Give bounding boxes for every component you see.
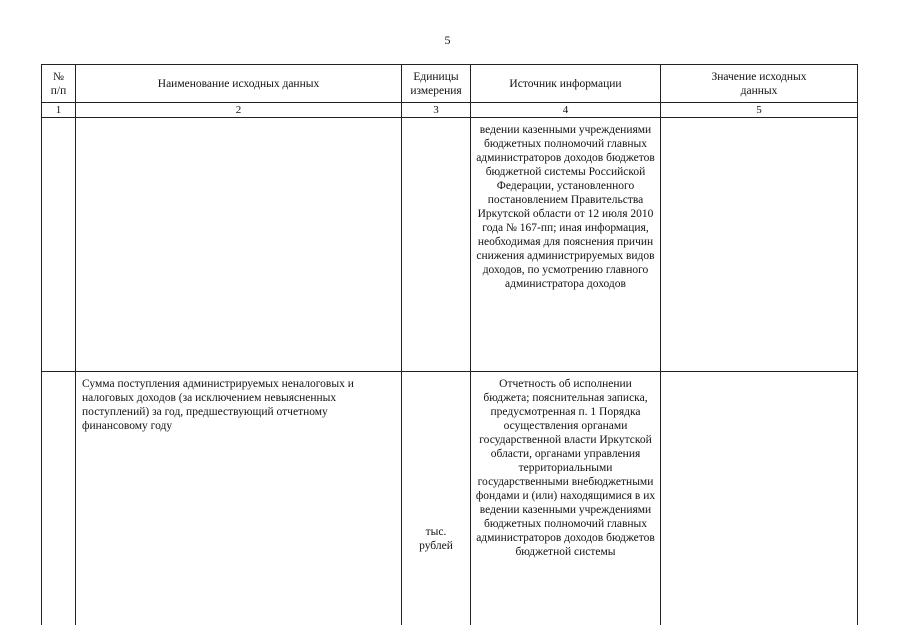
row-units-cell [402,372,471,626]
column-number: 5 [661,103,858,118]
row-value-cell [661,372,858,626]
row-units-cell [402,118,471,372]
table-row [42,118,858,372]
column-number: 2 [76,103,402,118]
page-number: 5 [444,33,451,47]
row-number-cell [42,118,76,372]
row-number-cell [42,372,76,626]
column-number: 4 [471,103,661,118]
header-value [661,65,858,103]
source-data-table [41,64,858,625]
header-number [42,65,76,103]
row-units-text: тыс. рублей [419,525,453,552]
column-numbers-row [42,103,858,118]
header-name-text: Наименование исходных данных [157,77,320,90]
header-number-text: № п/п [50,70,67,97]
column-number: 1 [42,103,76,118]
row-name-cell [76,118,402,372]
row-name-cell: Сумма поступления администрируемых неналоговых и налоговых доходов (за исключением невыясненных поступлений) за год, предшествующий отчетному финансовому году [76,372,402,626]
table-header-row [42,65,858,103]
row-source-cell: Отчетность об исполнении бюджета; пояснительная записка, предусмотренная п. 1 Порядка осуществления органами государственной власти Иркутской области, органами управления территориальными государственными внебюджетными фондами и (или) находящимися в их ведении казенными учреждениями бюджетных полномочий главных администраторов доходов бюджетов бюджетной системы [471,372,661,626]
row-value-cell [661,118,858,372]
header-name [76,65,402,103]
column-number: 3 [402,103,471,118]
table-row [42,372,858,626]
header-units [402,65,471,103]
header-value-text: Значение исходных данных [711,70,807,97]
row-source-cell: ведении казенными учреждениями бюджетных полномочий главных администраторов доходов бюджетов бюджетной системы Российской Федерации, установленного постановлением Правительства Иркутской области от 12 июля 2010 года № 167-пп; иная информация, необходимая для пояснения причин снижения администрируемых видов доходов, по усмотрению главного администратора доходов [471,118,661,372]
header-source-text: Источник информации [509,77,622,90]
header-source [471,65,661,103]
header-units-text: Единицы измерения [410,70,462,97]
